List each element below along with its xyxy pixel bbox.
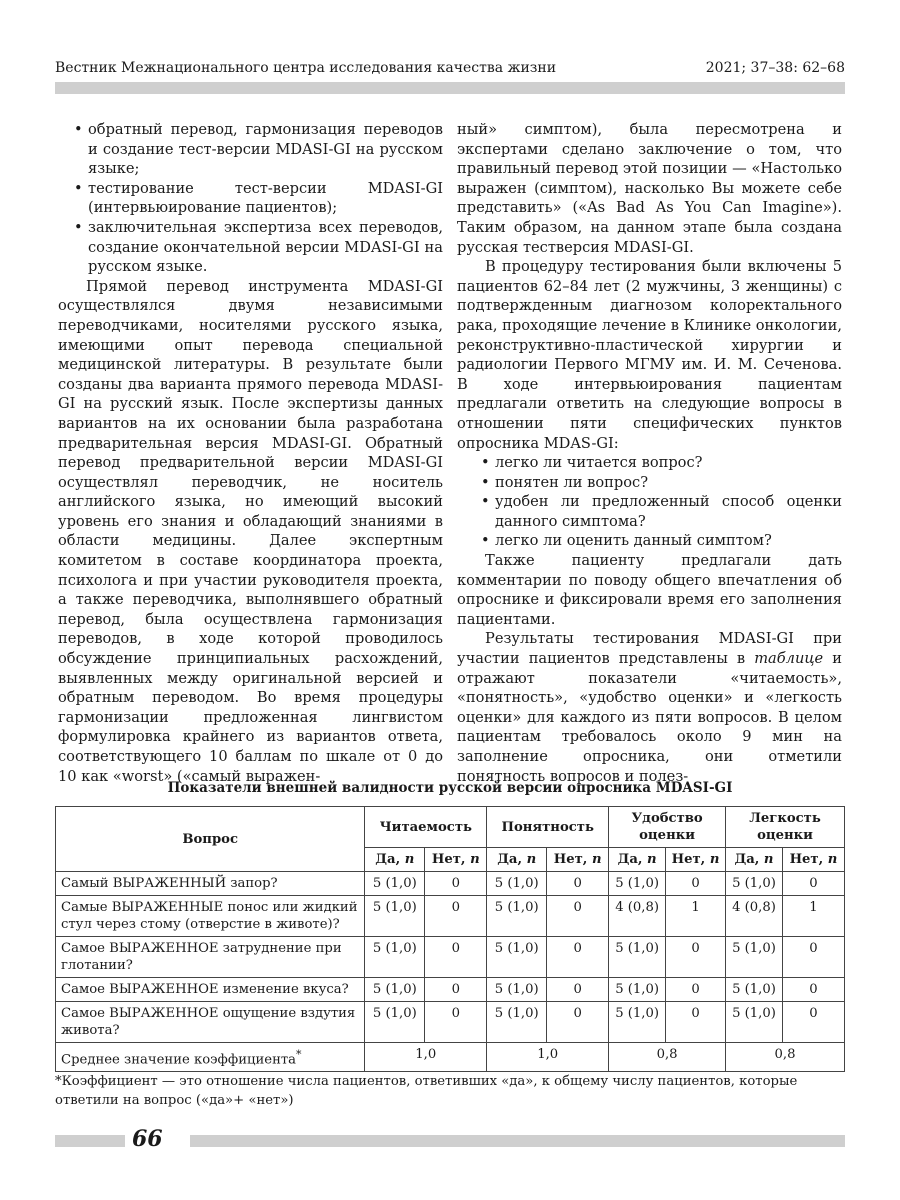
value-cell: 4 (0,8) xyxy=(609,896,666,937)
right-column xyxy=(457,120,842,786)
table-reference: таблице xyxy=(754,650,824,668)
question-cell: Самые ВЫРАЖЕННЫЕ понос или жидкий стул через стому (отверстие в животе)? xyxy=(56,896,365,937)
body-paragraph: Прямой перевод инструмента MDASI-GI осуществлялся двумя независимыми переводчиками, носителями русского языка, имеющими опыт перевода специальной медицинской литературы. В результате были созданы два варианта прямого перевода MDASI-GI на русский язык. После экспертизы данных вариантов на их основании была разработана предварительная версия MDASI-GI. Обратный перевод предварительной версии MDASI-GI осуществлял переводчик, не носитель английского языка, но имеющий высокий уровень его знания и обладающий знаниями в области медицины. Далее экспертным комитетом в составе координатора проекта, психолога и при участии руководителя проекта, а также переводчика, выполнявшего обратный перевод, была осуществлена гармонизация переводов, в ходе которой проводилось обсуждение принципиальных расхождений, выявленных между оригинальной версией и обратным переводом. Во время процедуры гармонизации предложенная лингвистом формулировка крайнего из вариантов ответа, соответствующего 10 баллам по шкале от 0 до 10 как «worst» («самый выражен- xyxy=(58,277,443,785)
yes-header: Да, n xyxy=(487,848,547,872)
mean-label: Среднее значение коэффициента* xyxy=(56,1043,365,1072)
table-row xyxy=(56,978,845,1002)
footer-rule-left xyxy=(55,1135,125,1147)
value-cell: 0 xyxy=(782,978,844,1002)
table-row xyxy=(56,937,845,978)
value-cell: 1 xyxy=(666,896,726,937)
value-cell: 0 xyxy=(547,1002,609,1043)
list-item: • обратный перевод, гармонизация переводов и создание тест-версии MDASI-GI на русском языке; xyxy=(74,120,443,179)
value-cell: 0 xyxy=(425,978,487,1002)
value-cell: 0 xyxy=(782,1002,844,1043)
header-rule xyxy=(55,82,845,94)
value-cell: 5 (1,0) xyxy=(726,872,783,896)
value-cell: 5 (1,0) xyxy=(726,937,783,978)
no-header: Нет, n xyxy=(425,848,487,872)
no-header: Нет, n xyxy=(782,848,844,872)
issue-pages: 2021; 37–38: 62–68 xyxy=(705,60,845,76)
question-cell: Самое ВЫРАЖЕННОЕ затруднение при глотании? xyxy=(56,937,365,978)
running-header xyxy=(55,60,845,82)
value-cell: 0 xyxy=(666,872,726,896)
value-cell: 5 (1,0) xyxy=(609,1002,666,1043)
value-cell: 5 (1,0) xyxy=(487,978,547,1002)
list-item: • легко ли читается вопрос? xyxy=(481,453,842,473)
value-cell: 0 xyxy=(666,978,726,1002)
table-row xyxy=(56,872,845,896)
validity-table xyxy=(55,806,845,1072)
value-cell: 0 xyxy=(782,872,844,896)
journal-title: Вестник Межнационального центра исследования качества жизни xyxy=(55,60,557,76)
body-paragraph: В процедуру тестирования были включены 5 пациентов 62–84 лет (2 мужчины, 3 женщины) с подтвержденным диагнозом колоректального рака, проходящие лечение в Клинике онкологии, реконструктивно-пластической хирургии и радиологии Первого МГМУ им. И. М. Сеченова. В ходе интервьюирования пациентам предлагали ответить на следующие вопросы в отношении пяти специфических пунктов опросника MDAS-GI: xyxy=(457,258,842,452)
value-cell: 5 (1,0) xyxy=(365,896,425,937)
body-text: и отражают показатели «читаемость», «понятность», «удобство оценки» и «легкость оценки» для каждого из пяти вопросов. В целом пациентам требовалось около 9 мин на заполнение опросника, они отметили понятность вопросов и полез- xyxy=(457,650,842,785)
table-caption: Показатели внешней валидности русской версии опросника MDASI-GI xyxy=(167,780,733,796)
no-header: Нет, n xyxy=(547,848,609,872)
group-header: Понятность xyxy=(487,807,609,848)
value-cell: 0 xyxy=(666,1002,726,1043)
value-cell: 0 xyxy=(425,937,487,978)
page-number: 66 xyxy=(132,1126,163,1152)
body-text: Результаты тестирования MDASI-GI при участии пациентов представлены в xyxy=(457,630,842,668)
value-cell: 5 (1,0) xyxy=(365,978,425,1002)
left-column xyxy=(58,120,443,786)
value-cell: 5 (1,0) xyxy=(609,978,666,1002)
group-header: Читаемость xyxy=(365,807,487,848)
value-cell: 5 (1,0) xyxy=(365,937,425,978)
value-cell: 0 xyxy=(425,872,487,896)
value-cell: 0 xyxy=(547,896,609,937)
value-cell: 0 xyxy=(547,978,609,1002)
question-cell: Самое ВЫРАЖЕННОЕ ощущение вздутия живота? xyxy=(56,1002,365,1043)
value-cell: 5 (1,0) xyxy=(487,1002,547,1043)
value-cell: 4 (0,8) xyxy=(726,896,783,937)
questions-list xyxy=(481,453,842,551)
value-cell: 5 (1,0) xyxy=(487,937,547,978)
value-cell: 0 xyxy=(425,1002,487,1043)
table-footnote: *Коэффициент — это отношение числа пациентов, ответивших «да», к общему числу пациентов, которые ответили на вопрос («да»+ «нет») xyxy=(55,1074,798,1108)
mean-value: 0,8 xyxy=(726,1043,845,1072)
value-cell: 0 xyxy=(547,872,609,896)
yes-header: Да, n xyxy=(365,848,425,872)
no-header: Нет, n xyxy=(666,848,726,872)
value-cell: 5 (1,0) xyxy=(609,872,666,896)
list-item: • заключительная экспертиза всех переводов, создание окончательной версии MDASI-GI на русском языке. xyxy=(74,218,443,277)
value-cell: 5 (1,0) xyxy=(609,937,666,978)
value-cell: 0 xyxy=(666,937,726,978)
table-header-row xyxy=(56,807,845,848)
question-header: Вопрос xyxy=(56,807,365,872)
list-item: • понятен ли вопрос? xyxy=(481,473,842,493)
value-cell: 5 (1,0) xyxy=(487,872,547,896)
list-item: • легко ли оценить данный симптом? xyxy=(481,531,842,551)
value-cell: 0 xyxy=(782,937,844,978)
table-row xyxy=(56,1002,845,1043)
mean-row xyxy=(56,1043,845,1072)
question-cell: Самый ВЫРАЖЕННЫЙ запор? xyxy=(56,872,365,896)
yes-header: Да, n xyxy=(609,848,666,872)
value-cell: 5 (1,0) xyxy=(487,896,547,937)
mean-value: 1,0 xyxy=(487,1043,609,1072)
value-cell: 5 (1,0) xyxy=(726,1002,783,1043)
group-header: Удобство оценки xyxy=(609,807,726,848)
body-paragraph xyxy=(457,629,842,786)
body-paragraph: Также пациенту предлагали дать комментарии по поводу общего впечатления об опроснике и фиксировали время его заполнения пациентами. xyxy=(457,552,842,628)
body-paragraph: ный» симптом), была пересмотрена и экспертами сделано заключение о том, что правильный перевод этой позиции — «Настолько выражен (симптом), насколько Вы можете себе представить» («As Bad As You Can Imagine»). Таким образом, на данном этапе была создана русская тестверсия MDASI-GI. xyxy=(457,121,842,256)
value-cell: 1 xyxy=(782,896,844,937)
value-cell: 5 (1,0) xyxy=(365,872,425,896)
steps-list xyxy=(74,120,443,277)
value-cell: 5 (1,0) xyxy=(726,978,783,1002)
list-item: • удобен ли предложенный способ оценки данного симптома? xyxy=(481,492,842,531)
question-cell: Самое ВЫРАЖЕННОЕ изменение вкуса? xyxy=(56,978,365,1002)
value-cell: 0 xyxy=(547,937,609,978)
mean-value: 0,8 xyxy=(609,1043,726,1072)
footer-rule-right xyxy=(190,1135,845,1147)
value-cell: 5 (1,0) xyxy=(365,1002,425,1043)
table-row xyxy=(56,896,845,937)
group-header: Легкость оценки xyxy=(726,807,845,848)
value-cell: 0 xyxy=(425,896,487,937)
list-item: • тестирование тест-версии MDASI-GI (интервьюирование пациентов); xyxy=(74,179,443,218)
mean-value: 1,0 xyxy=(365,1043,487,1072)
yes-header: Да, n xyxy=(726,848,783,872)
